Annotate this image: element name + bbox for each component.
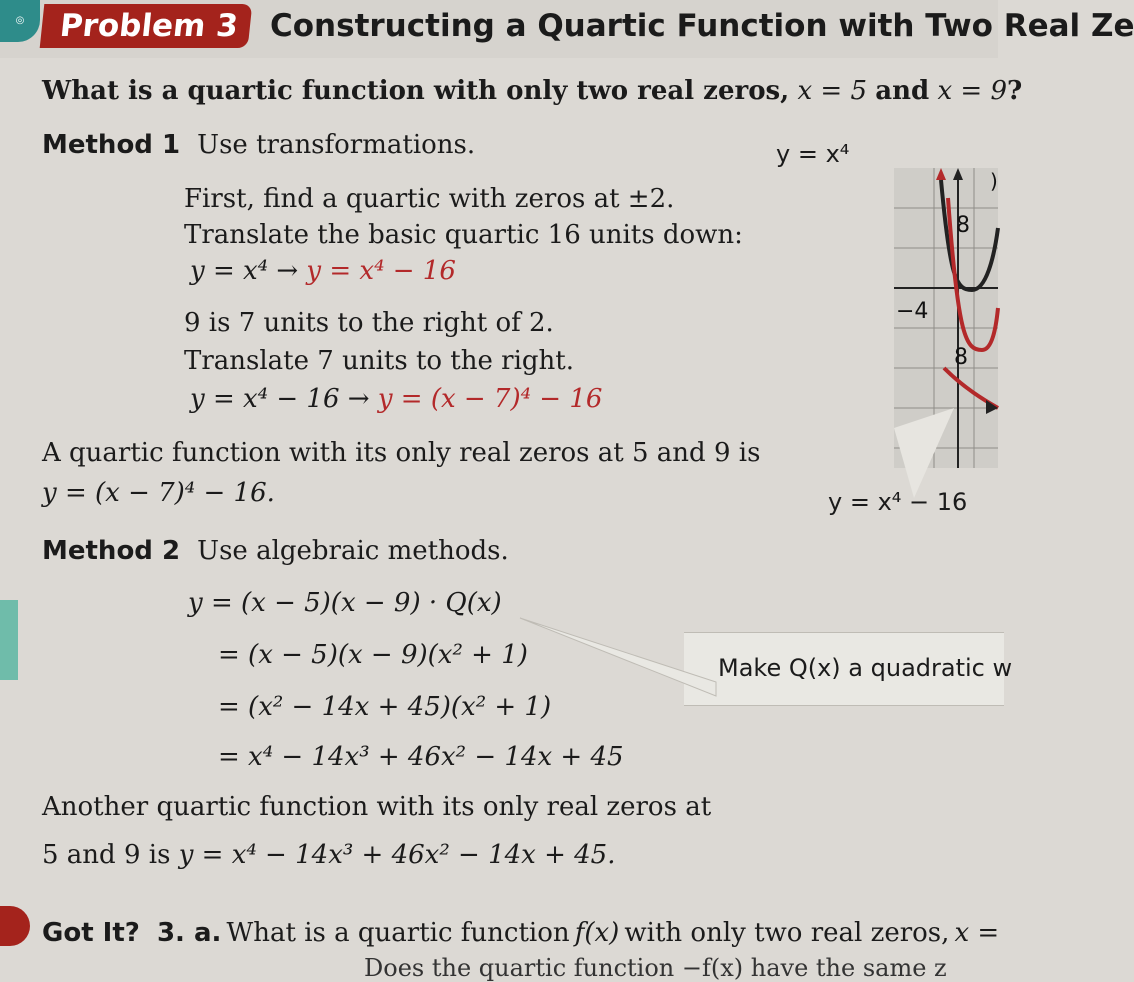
question-eq2: x = 9 xyxy=(937,76,1008,106)
got-it-label: Got It? xyxy=(42,918,140,948)
side-tab xyxy=(0,600,18,680)
got-it-line2: Does the quartic function −f(x) have the same z xyxy=(364,954,947,982)
method1-eq2-left: y = x⁴ − 16 → xyxy=(190,384,370,414)
method2-conclusion2 xyxy=(42,840,616,870)
problem-badge: Problem 3 xyxy=(40,4,252,48)
method1-heading-row xyxy=(42,130,475,160)
method1-eq2 xyxy=(190,384,602,414)
method2-heading: Method 2 xyxy=(42,536,181,566)
graph-label-top: y = x⁴ xyxy=(776,140,850,168)
problem-title: Constructing a Quartic Function with Two Real Ze xyxy=(270,8,1134,44)
tick-8-top: 8 xyxy=(956,213,970,238)
method1-eq1-left: y = x⁴ → xyxy=(190,256,299,286)
question-eq1: x = 5 xyxy=(797,76,868,106)
method1-conclusion1: A quartic function with its only real zeros at 5 and 9 is xyxy=(42,438,761,468)
method1-eq2-right: y = (x − 7)⁴ − 16 xyxy=(377,384,603,414)
method2-conclusion1: Another quartic function with its only real zeros at xyxy=(42,792,712,822)
tick-neg4: −4 xyxy=(896,299,929,324)
callout-text: Make Q(x) a quadratic w xyxy=(718,654,1013,682)
got-it-text-suffix: with only two real zeros, xyxy=(624,918,950,948)
method1-line4: Translate 7 units to the right. xyxy=(184,346,574,376)
method1-conclusion2: y = (x − 7)⁴ − 16. xyxy=(42,478,275,508)
method1-heading: Method 1 xyxy=(42,130,181,160)
question-and: and xyxy=(875,76,930,106)
got-it-fx: f(x) xyxy=(574,918,620,948)
method2-step-4: = x⁴ − 14x³ + 46x² − 14x + 45 xyxy=(218,742,624,772)
method1-line3: 9 is 7 units to the right of 2. xyxy=(184,308,554,338)
question xyxy=(42,76,1022,106)
method1-eq1-right: y = x⁴ − 16 xyxy=(306,256,456,286)
question-suffix: ? xyxy=(1007,76,1023,106)
callout-pointer xyxy=(520,600,720,700)
method1-line1: First, find a quartic with zeros at ±2. xyxy=(184,184,675,214)
method2-heading-text: Use algebraic methods. xyxy=(197,536,509,566)
got-it-tail: x = xyxy=(954,918,1000,948)
graph-label-bottom: y = x⁴ − 16 xyxy=(828,488,968,516)
got-it-number: 3. a. xyxy=(156,918,222,948)
got-it-marker xyxy=(0,906,30,946)
method2-conclusion2-eq: y = x⁴ − 14x³ + 46x² − 14x + 45. xyxy=(178,840,616,870)
logo-icon: ◎ xyxy=(0,0,40,42)
method1-heading-text: Use transformations. xyxy=(197,130,476,160)
got-it-text-prefix: What is a quartic function xyxy=(226,918,570,948)
method1-eq1 xyxy=(190,256,456,286)
question-prefix: What is a quartic function with only two real zeros, xyxy=(42,76,790,106)
method2-conclusion2-prefix: 5 and 9 is xyxy=(42,840,171,870)
method1-line2: Translate the basic quartic 16 units down: xyxy=(184,220,743,250)
graph-corner-mark: ) xyxy=(990,169,998,193)
got-it-row xyxy=(42,918,999,948)
method2-step-1: y = (x − 5)(x − 9) · Q(x) xyxy=(188,588,502,618)
method2-step-3: = (x² − 14x + 45)(x² + 1) xyxy=(218,692,552,722)
tick-8-bottom: 8 xyxy=(954,345,968,370)
method2-heading-row xyxy=(42,536,509,566)
method2-step-2: = (x − 5)(x − 9)(x² + 1) xyxy=(218,640,528,670)
